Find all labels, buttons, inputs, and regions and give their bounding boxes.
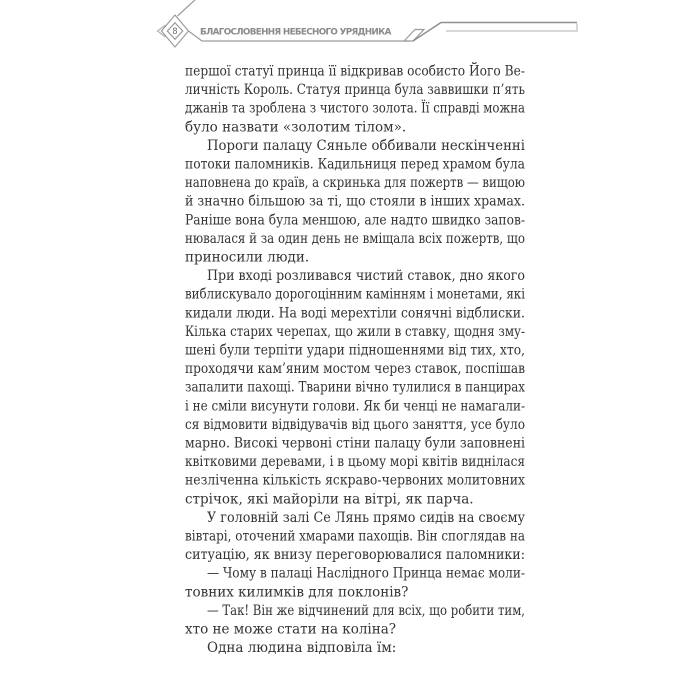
body-line: виблискувало дорогоцінним камінням і монетами, які [185,286,526,303]
body-line: хто не може стати на коліна? [185,621,397,638]
header-rule-light [446,24,577,32]
body-line: незліченна кількість яскраво-червоних молитовних [185,472,526,489]
body-line: — Чому в палаці Наслідного Принца немає моли- [207,565,525,582]
body-line: марно. Високі червоні стіни палацу були заповнені [185,435,526,452]
body-line: приносили люди. [185,249,310,266]
body-line: При вході розливався чистий ставок, дно якого [207,268,525,285]
body-line: було назвати «золотим тілом». [185,119,407,136]
body-line: — Так! Він же відчинений для всіх, що робити тим, [207,602,525,619]
body-line: ситуацію, як внизу переговорювалися паломники: [185,547,525,564]
body-line: і не сміли висунути голови. Як би ченці не намагали- [185,398,525,415]
chapter-title: БЛАГОСЛОВЕННЯ НЕБЕСНОГО УРЯДНИКА [200,27,392,38]
body-line: першої статуї принца її відкривав особисто Його Ве- [185,63,561,80]
page-number: 8 [172,27,178,37]
body-line: шені були терпіти удари підношеннями від тих, хто, [185,342,525,359]
body-text [185,63,578,657]
body-line: кидали люди. На воді мерехтіли сонячні відблиски. [185,305,525,322]
body-line: Кілька старих черепах, що жили в ставку, щодня зму- [185,323,525,340]
body-line: наповнена до країв, а скринька для пожертв — вищою [185,175,526,192]
body-line: квітковими деревами, і в цьому морі квітів виднілася [185,454,525,471]
body-line: Раніше вона була меншою, але надто швидко запов- [185,212,525,229]
header-ornament [158,0,578,47]
body-line: джанів та зроблена з чистого золота. Її справді можна [185,100,578,117]
body-line: потоки паломників. Кадильниця перед храмом була [185,156,525,173]
body-line: Одна людина відповіла їм: [207,640,397,657]
body-line: запалити пахощі. Тварини вічно тулилися в панцирах [185,379,526,396]
body-line: нювалася й за один день не вміщала всіх пожертв, що [185,230,525,247]
body-line: товних килимків для поклонів? [185,584,409,601]
body-line: проходячи кам’яним мостом через ставок, поспішав [185,361,526,378]
body-line: Пороги палацу Сяньле оббивали нескінченні [207,137,526,154]
body-line: стрічок, які майоріли на вітрі, як парча. [185,491,474,508]
body-line: й значно більшою за ті, що стояли в інших храмах. [185,193,525,210]
header-top-diagonal-line [178,0,198,16]
body-line: У головній залі Се Лянь прямо сидів на своєму [207,509,526,526]
body-line: личність Король. Статуя принца була заввишки п’ять [185,82,525,99]
body-line: ся відмовити відвідувачів від цього заняття, усе було [185,416,525,433]
body-line: вівтарі, оточений хмарами пахощів. Він споглядав на [185,528,525,545]
